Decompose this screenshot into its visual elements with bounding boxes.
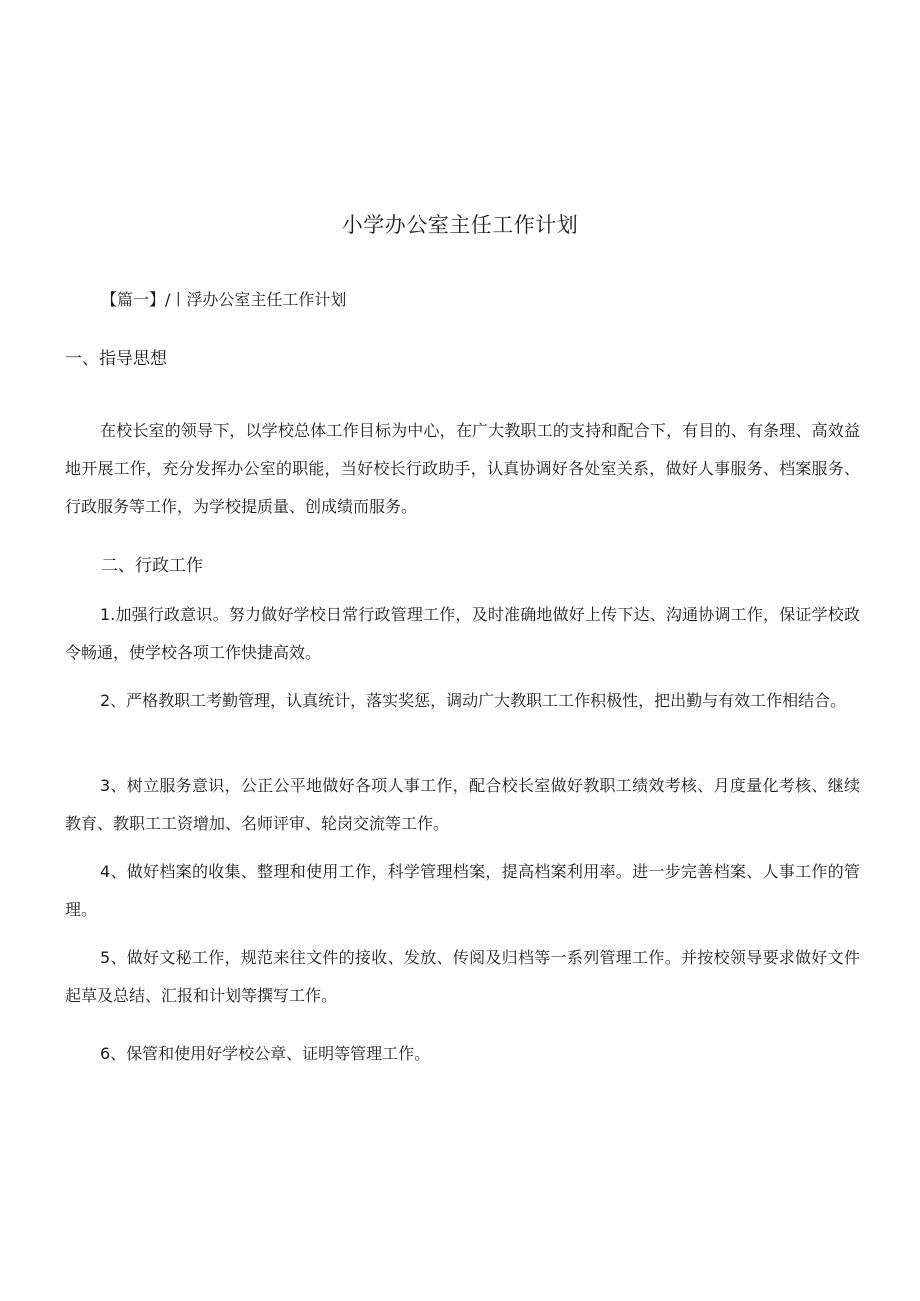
list-item-5: 5、做好文秘工作，规范来往文件的接收、发放、传阅及归档等一系列管理工作。并按校领导要求做好文件起草及总结、汇报和计划等撰写工作。 <box>65 948 860 1005</box>
list-item-1: 1.加强行政意识。努力做好学校日常行政管理工作，及时准确地做好上传下达、沟通协调工作，保证学校政令畅通，使学校各项工作快捷高效。 <box>65 605 860 662</box>
list-item-2: 2、严格教职工考勤管理，认真统计，落实奖惩，调动广大教职工工作积极性，把出勤与有效工作相结合。 <box>100 691 847 710</box>
document-title: 小学办公室主任工作计划 <box>341 213 579 237</box>
document-subtitle: 【篇一】/丨浮办公室主任工作计划 <box>101 290 347 309</box>
section-heading-admin-work: 二、行政工作 <box>101 556 203 576</box>
section-heading-guiding-thought: 一、指导思想 <box>65 349 167 369</box>
list-item-4: 4、做好档案的收集、整理和使用工作，科学管理档案，提高档案利用率。进一步完善档案、人事工作的管理。 <box>65 862 860 919</box>
list-item-6: 6、保管和使用好学校公章、证明等管理工作。 <box>100 1044 431 1063</box>
list-item-3: 3、树立服务意识，公正公平地做好各项人事工作，配合校长室做好教职工绩效考核、月度量化考核、继续教育、教职工工资增加、名师评审、轮岗交流等工作。 <box>65 776 860 833</box>
paragraph-guiding-thought: 在校长室的领导下，以学校总体工作目标为中心，在广大教职工的支持和配合下，有目的、有条理、高效益地开展工作，充分发挥办公室的职能，当好校长行政助手，认真协调好各处室关系，做好人事服务、档案服务、行政服务等工作，为学校提质量、创成绩而服务。 <box>65 421 860 516</box>
